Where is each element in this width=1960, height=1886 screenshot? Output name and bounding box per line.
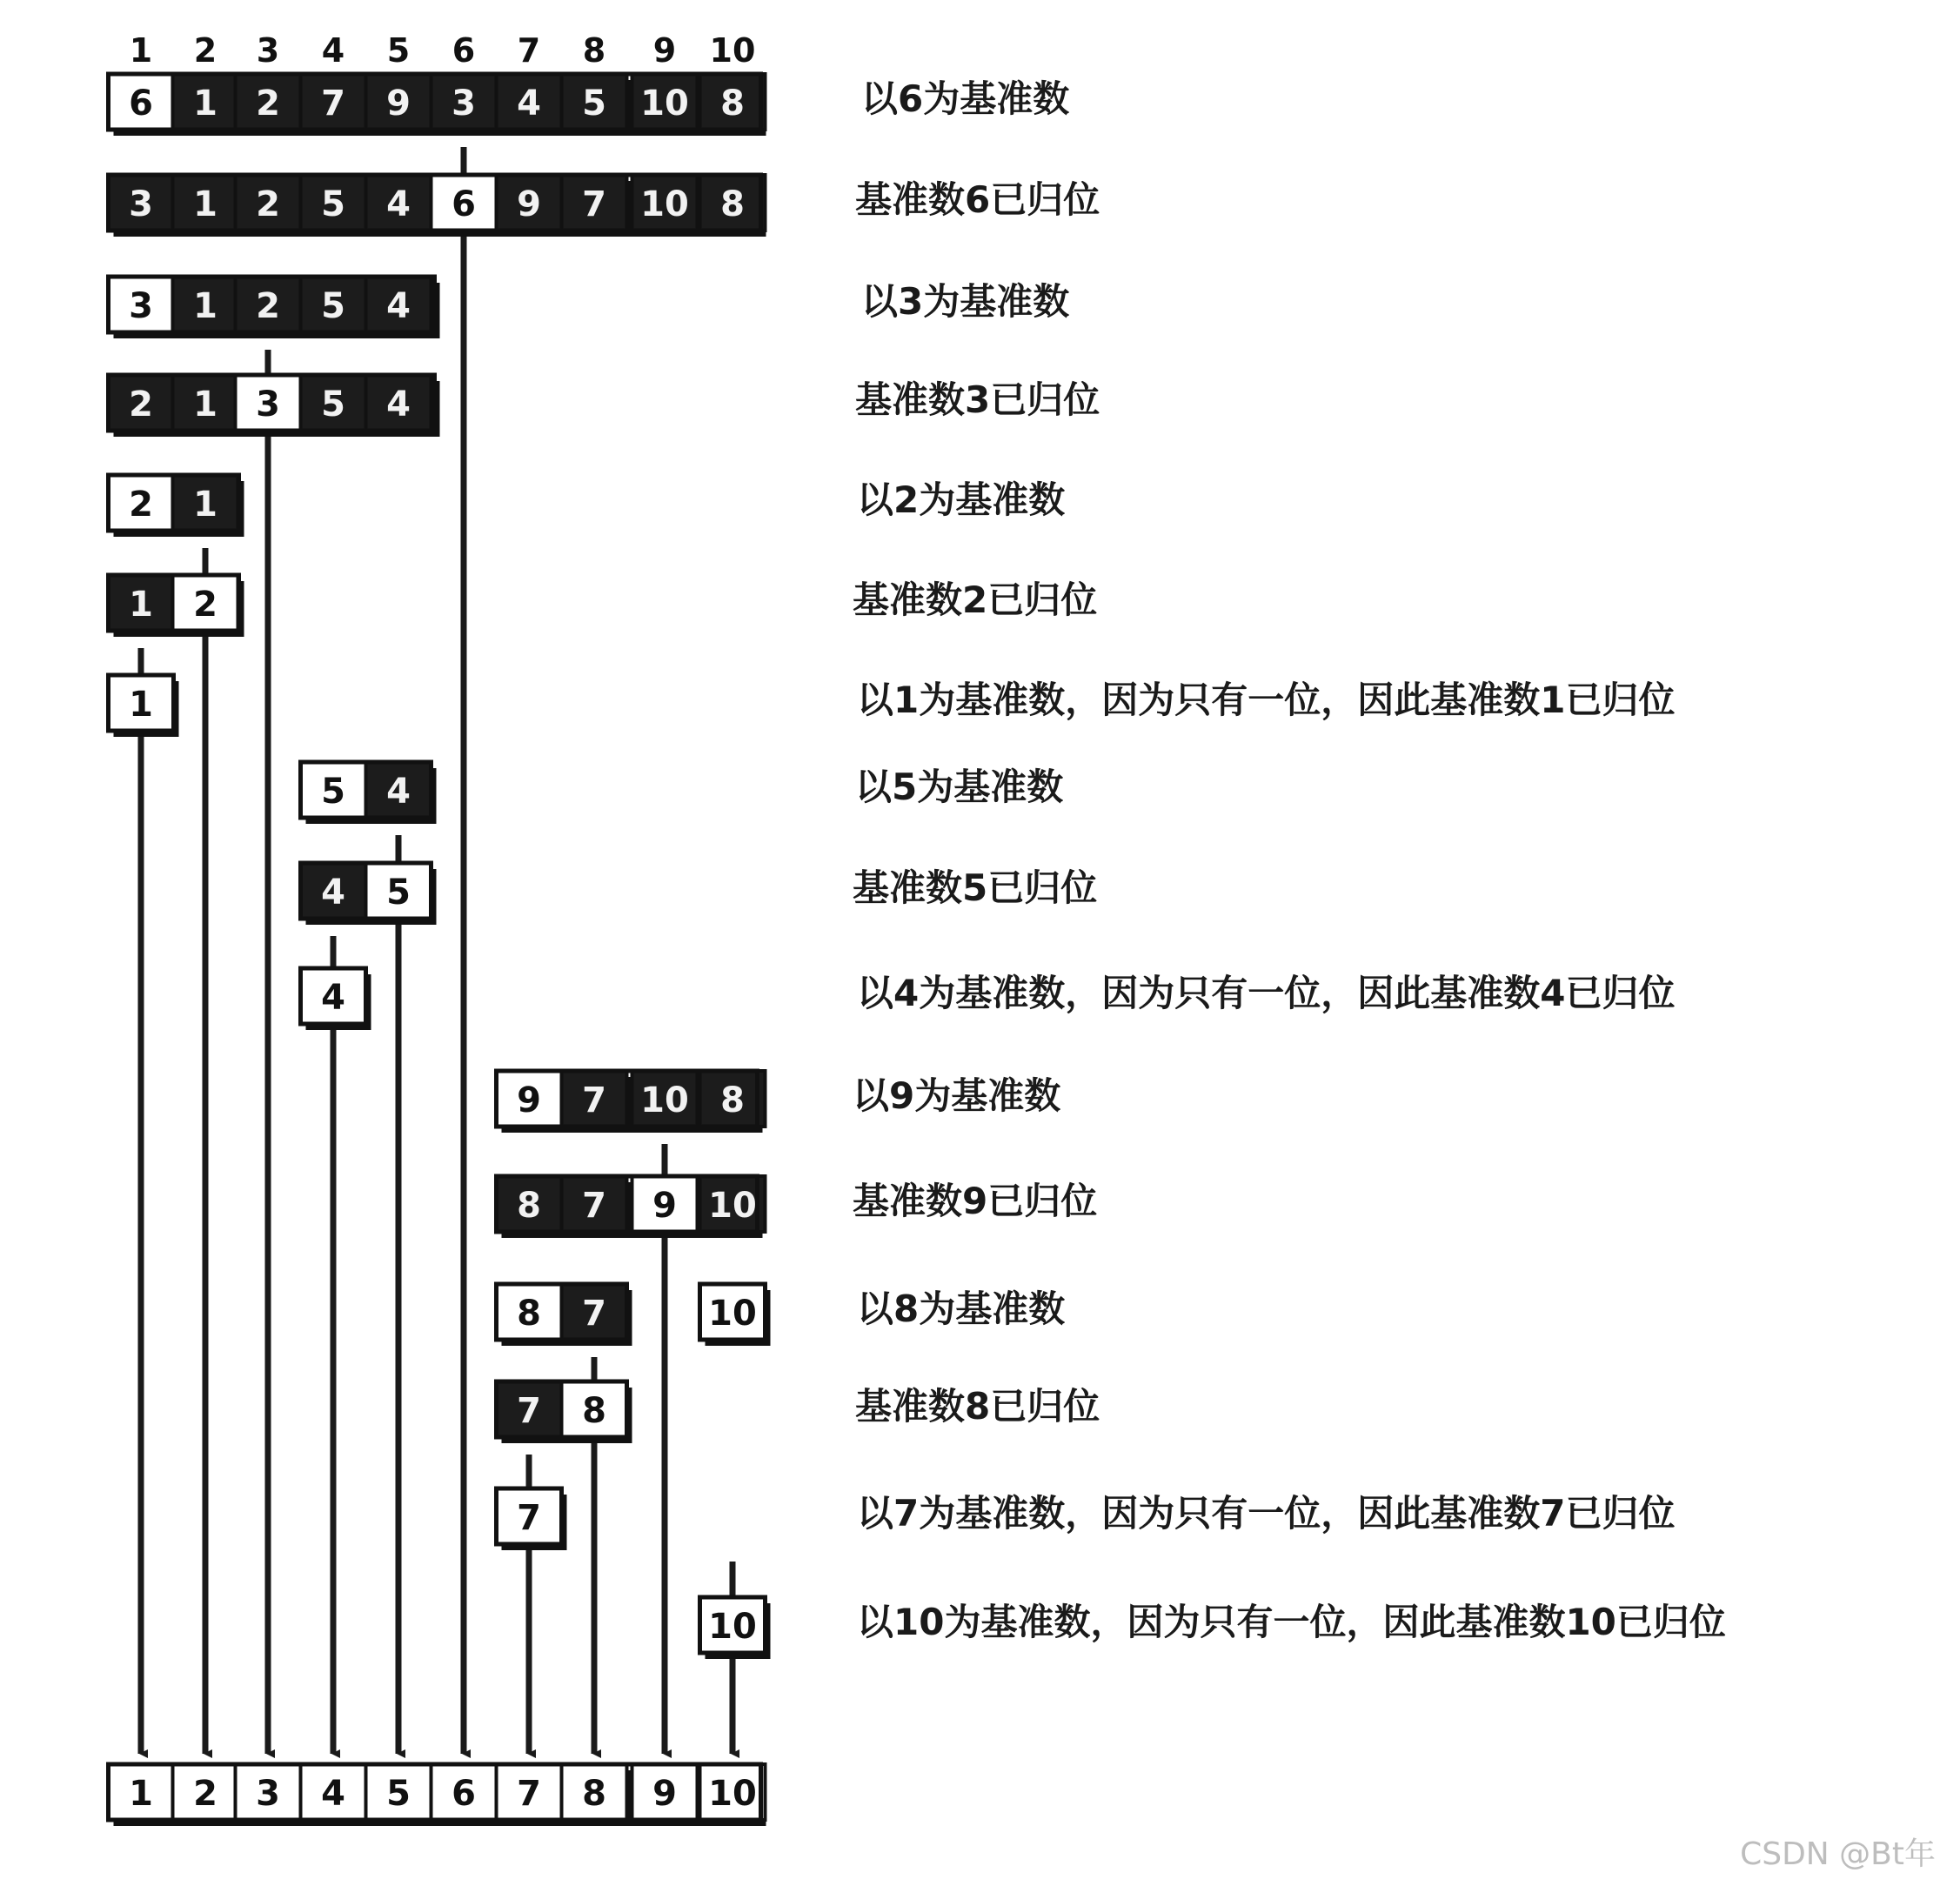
cell-value: 1	[193, 485, 217, 525]
step-row-11	[497, 1071, 766, 1133]
cell-value: 8	[517, 1294, 541, 1334]
step-row-8	[301, 762, 437, 824]
cell-value: 4	[386, 772, 411, 812]
step-caption-2: 基准数6已归位	[855, 178, 1100, 221]
cell-value: 3	[256, 385, 280, 425]
cell-value: 8	[720, 1080, 745, 1120]
step-row-5	[109, 475, 244, 537]
index-label-5: 5	[386, 31, 411, 70]
cell-value: 10	[708, 1774, 757, 1814]
index-label-3: 3	[256, 31, 280, 70]
cell-value: 4	[321, 1774, 345, 1814]
step-caption-3: 以3为基准数	[861, 280, 1070, 323]
cell-value: 3	[256, 1774, 280, 1814]
cell-value: 6	[129, 84, 153, 124]
cell-value: 7	[582, 1080, 606, 1120]
cell-value: 5	[321, 286, 345, 326]
cell-value: 8	[582, 1391, 606, 1431]
step-row-16	[700, 1597, 771, 1659]
watermark: CSDN @Bt年	[1740, 1836, 1936, 1872]
cell-value: 4	[386, 385, 411, 425]
cell-value: 1	[129, 1774, 153, 1814]
final-sorted-array	[109, 1764, 766, 1826]
cell-value: 3	[129, 184, 153, 224]
step-row-2	[109, 175, 766, 237]
cell-value: 4	[321, 978, 345, 1018]
cell-value: 10	[640, 84, 689, 124]
cell-value: 2	[256, 84, 280, 124]
cell-value: 7	[517, 1774, 541, 1814]
cell-value: 1	[129, 585, 153, 625]
step-row-7	[109, 675, 179, 737]
cell-value: 4	[386, 184, 411, 224]
cell-value: 10	[708, 1607, 757, 1647]
step-caption-4: 基准数3已归位	[855, 378, 1100, 421]
cell-value: 2	[129, 385, 153, 425]
cell-value: 7	[517, 1391, 541, 1431]
cell-value: 2	[129, 485, 153, 525]
cell-value: 1	[193, 385, 217, 425]
step-caption-1: 以6为基准数	[861, 77, 1070, 120]
step-row-3	[109, 277, 440, 338]
step-row-10	[301, 968, 371, 1030]
cell-value: 5	[386, 1774, 411, 1814]
index-label-8: 8	[582, 31, 606, 70]
cell-value: 2	[193, 585, 217, 625]
step-caption-9: 基准数5已归位	[853, 866, 1098, 909]
cell-value: 8	[582, 1774, 606, 1814]
index-label-4: 4	[321, 31, 345, 70]
cell-value: 2	[193, 1774, 217, 1814]
step-row-4	[109, 375, 440, 437]
cell-value: 2	[256, 286, 280, 326]
step-caption-15: 以7为基准数，因为只有一位，因此基准数7已归位	[857, 1492, 1676, 1535]
index-label-7: 7	[517, 31, 541, 70]
index-label-2: 2	[193, 31, 217, 70]
step-row-6	[109, 575, 244, 637]
step-caption-14: 基准数8已归位	[855, 1385, 1100, 1428]
cell-value: 6	[452, 1774, 476, 1814]
cell-value: 5	[321, 184, 345, 224]
step-caption-5: 以2为基准数	[857, 478, 1066, 521]
index-label-1: 1	[129, 31, 153, 70]
step-row-15	[497, 1488, 567, 1550]
index-label-6: 6	[452, 31, 476, 70]
step-caption-8: 以5为基准数	[855, 766, 1064, 808]
cell-value: 5	[321, 385, 345, 425]
cell-value: 8	[517, 1186, 541, 1226]
step-caption-7: 以1为基准数，因为只有一位，因此基准数1已归位	[857, 679, 1676, 721]
index-label-10: 10	[709, 31, 756, 70]
final-array	[109, 1764, 766, 1826]
cell-value: 9	[652, 1186, 677, 1226]
cell-value: 1	[193, 286, 217, 326]
step-caption-11: 以9为基准数	[853, 1074, 1061, 1117]
step-row-13-extra	[700, 1284, 771, 1346]
index-label-9: 9	[652, 31, 677, 70]
cell-value: 5	[386, 873, 411, 913]
index-labels-row	[130, 31, 756, 70]
step-caption-16: 以10为基准数，因为只有一位，因此基准数10已归位	[857, 1601, 1726, 1643]
cell-value: 10	[708, 1294, 757, 1334]
step-caption-10: 以4为基准数，因为只有一位，因此基准数4已归位	[857, 972, 1676, 1014]
step-row-12	[497, 1176, 766, 1238]
cell-value: 2	[256, 184, 280, 224]
cell-value: 7	[582, 1294, 606, 1334]
step-row-1	[109, 74, 766, 136]
cell-value: 9	[652, 1774, 677, 1814]
cell-value: 7	[321, 84, 345, 124]
cell-value: 9	[517, 1080, 541, 1120]
cell-value: 3	[129, 286, 153, 326]
step-caption-12: 基准数9已归位	[853, 1180, 1098, 1222]
cell-value: 1	[129, 685, 153, 725]
cell-value: 9	[517, 184, 541, 224]
step-row-13	[497, 1284, 632, 1346]
cell-value: 7	[582, 184, 606, 224]
cell-value: 4	[386, 286, 411, 326]
cell-value: 8	[720, 84, 745, 124]
cell-value: 4	[321, 873, 345, 913]
cell-value: 1	[193, 84, 217, 124]
cell-value: 5	[582, 84, 606, 124]
cell-value: 8	[720, 184, 745, 224]
cell-value: 6	[452, 184, 476, 224]
cell-value: 4	[517, 84, 541, 124]
step-caption-6: 基准数2已归位	[853, 579, 1098, 621]
cell-value: 7	[582, 1186, 606, 1226]
cell-value: 5	[321, 772, 345, 812]
step-row-9	[301, 863, 437, 925]
cell-value: 3	[452, 84, 476, 124]
cell-value: 7	[517, 1498, 541, 1538]
cell-value: 10	[708, 1186, 757, 1226]
cell-value: 9	[386, 84, 411, 124]
cell-value: 10	[640, 1080, 689, 1120]
step-caption-13: 以8为基准数	[857, 1287, 1066, 1330]
step-row-14	[497, 1381, 632, 1443]
cell-value: 1	[193, 184, 217, 224]
cell-value: 10	[640, 184, 689, 224]
